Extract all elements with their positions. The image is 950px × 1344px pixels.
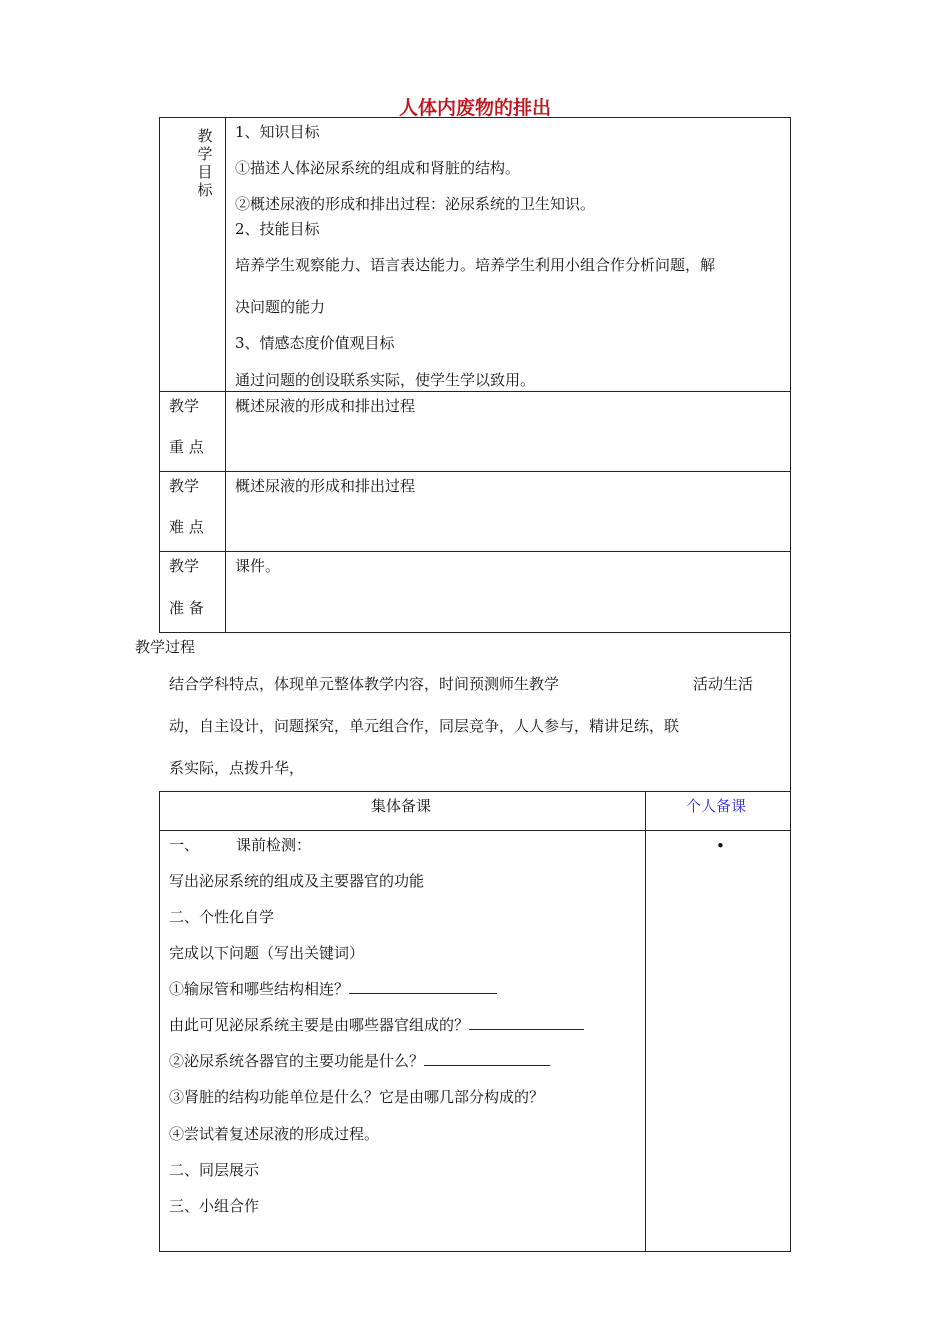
step-question [169, 1015, 584, 1035]
key-points-label: 重 点 [169, 438, 204, 456]
step-line: 三、小组合作 [169, 1197, 260, 1215]
objective-line: 决问题的能力 [235, 298, 326, 316]
row-divider [159, 551, 791, 552]
objective-line: ②概述尿液的形成和排出过程：泌尿系统的卫生知识。 [235, 195, 596, 213]
step-line: ④尝试着复述尿液的形成过程。 [169, 1125, 380, 1143]
preparation-label: 教学 [169, 557, 200, 575]
difficult-points-label: 教学 [169, 477, 200, 495]
objective-line: 2、技能目标 [235, 220, 320, 238]
process-text-line: 动，自主设计，问题探究，单元组合作，同层竞争，人人参与，精讲足练，联 [169, 717, 680, 735]
step-question-text: 由此可见泌尿系统主要是由哪些器官组成的？ [169, 1016, 470, 1034]
step-question [169, 1051, 550, 1071]
step-line: ③肾脏的结构功能单位是什么？它是由哪几部分构成的？ [169, 1088, 545, 1106]
objective-line: 通过问题的创设联系实际，使学生学以致用。 [235, 371, 536, 389]
header-divider [159, 830, 791, 831]
objectives-label-char: 标 [197, 181, 213, 199]
process-right-border [790, 633, 791, 791]
objective-line: ①描述人体泌尿系统的组成和肾脏的结构。 [235, 159, 521, 177]
step-number: 一、 [169, 836, 200, 854]
page-title: 人体内废物的排出 [398, 97, 551, 119]
step-question [169, 979, 497, 999]
answer-blank[interactable] [349, 979, 497, 994]
row-divider [159, 391, 791, 392]
difficult-points-label: 难 点 [169, 518, 204, 536]
objective-line: 培养学生观察能力、语言表达能力。培养学生利用小组合作分析问题，解 [235, 256, 716, 274]
column-divider [645, 791, 646, 1252]
process-text-line: 结合学科特点，体现单元整体教学内容，时间预测师生教学 [169, 675, 560, 693]
step-line: 二、同层展示 [169, 1161, 260, 1179]
objectives-label-char: 教 [197, 127, 213, 145]
label-column-divider [225, 117, 226, 633]
step-line: 二、个性化自学 [169, 908, 275, 926]
process-text-line: 活动生活 [693, 675, 754, 693]
objective-line: 3、情感态度价值观目标 [235, 334, 395, 352]
key-points-label: 教学 [169, 397, 200, 415]
process-text-line: 系实际，点拨升华， [169, 759, 305, 777]
objectives-label-char: 学 [197, 145, 213, 163]
step-question-text: ①输尿管和哪些结构相连？ [169, 980, 350, 998]
key-points-content: 概述尿液的形成和排出过程 [235, 397, 416, 415]
step-line: 写出泌尿系统的组成及主要器官的功能 [169, 872, 425, 890]
step-line: 完成以下问题（写出关键词） [169, 944, 365, 962]
difficult-points-content: 概述尿液的形成和排出过程 [235, 477, 416, 495]
step-line: 课前检测： [236, 836, 312, 854]
step-question-text: ②泌尿系统各器官的主要功能是什么？ [169, 1052, 425, 1070]
collective-header: 集体备课 [371, 797, 432, 815]
preparation-content: 课件。 [235, 557, 281, 575]
answer-blank[interactable] [469, 1015, 584, 1030]
objectives-label-char: 目 [197, 163, 213, 181]
answer-blank[interactable] [424, 1051, 550, 1066]
process-label: 教学过程 [135, 638, 196, 656]
personal-mark: • [716, 837, 725, 855]
preparation-label: 准 备 [169, 599, 204, 617]
objective-line: 1、知识目标 [235, 123, 320, 141]
row-divider [159, 471, 791, 472]
personal-header: 个人备课 [686, 797, 747, 815]
